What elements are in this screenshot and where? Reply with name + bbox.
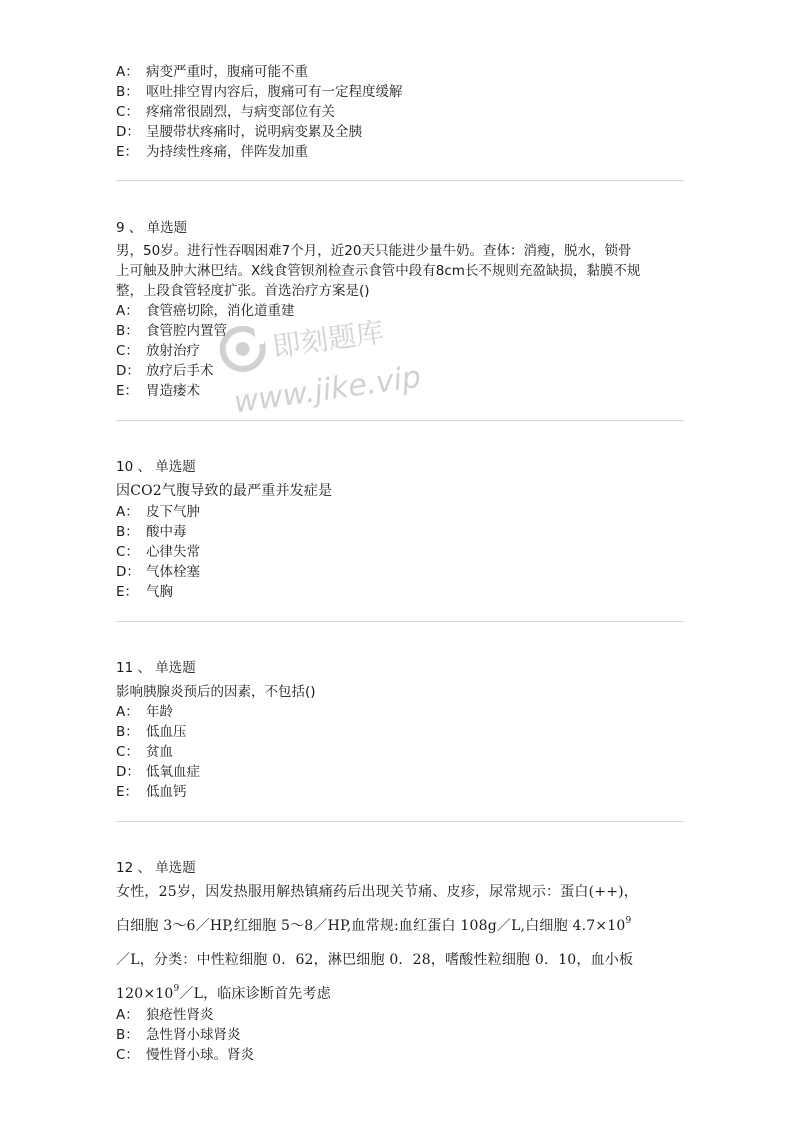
watermark-url: www.jike.vip [231, 359, 424, 420]
q12-header: 12 、 单选题 [116, 860, 196, 876]
q9-stem-line: 男，50岁。进行性吞咽困难7个月，近20天只能进少量牛奶。查体：消瘦，脱水，锁骨 [116, 243, 632, 259]
q9-option-c[interactable]: C： 放射治疗 [116, 343, 200, 359]
q8-option-a[interactable]: A： 病变严重时，腹痛可能不重 [116, 64, 308, 80]
q9-header: 9 、 单选题 [116, 220, 188, 236]
q12-option-b[interactable]: B： 急性肾小球肾炎 [116, 1027, 241, 1043]
divider [116, 821, 684, 822]
q12-stem-line: 女性，25岁，因发热服用解热镇痛药后出现关节痛、皮疹，尿常规示：蛋白(++)， [116, 884, 638, 900]
q10-stem: 因CO2气腹导致的最严重并发症是 [116, 483, 333, 499]
q8-option-e[interactable]: E： 为持续性疼痛，伴阵发加重 [116, 144, 308, 160]
divider [116, 621, 684, 622]
divider [116, 420, 684, 421]
q11-option-c[interactable]: C： 贫血 [116, 744, 173, 760]
q12-option-a[interactable]: A： 狼疮性肾炎 [116, 1007, 214, 1023]
q10-option-e[interactable]: E： 气胸 [116, 584, 173, 600]
q9-stem-line: 上可触及肿大淋巴结。X线食管钡剂检查示食管中段有8cm长不规则充盈缺损，黏膜不规 [116, 263, 641, 279]
q10-option-b[interactable]: B： 酸中毒 [116, 524, 187, 540]
q11-header: 11 、 单选题 [116, 660, 196, 676]
q11-option-a[interactable]: A： 年龄 [116, 704, 173, 720]
q8-option-d[interactable]: D： 呈腰带状疼痛时，说明病变累及全胰 [116, 124, 362, 140]
q10-option-c[interactable]: C： 心律失常 [116, 544, 200, 560]
q8-option-b[interactable]: B： 呕吐排空胃内容后，腹痛可有一定程度缓解 [116, 84, 403, 100]
q11-option-d[interactable]: D： 低氧血症 [116, 764, 200, 780]
q11-stem: 影响胰腺炎预后的因素，不包括() [116, 684, 316, 700]
q9-option-a[interactable]: A： 食管癌切除，消化道重建 [116, 303, 295, 319]
divider [116, 180, 684, 181]
q9-option-e[interactable]: E： 胃造瘘术 [116, 383, 200, 399]
q10-option-a[interactable]: A： 皮下气肿 [116, 504, 200, 520]
q12-option-c[interactable]: C： 慢性肾小球。肾炎 [116, 1047, 254, 1063]
q10-header: 10 、 单选题 [116, 459, 196, 475]
q12-stem-line: 白细胞 3～6／HP,红细胞 5～8／HP,血常规:血红蛋白 108g／L,白细胞 $4.7\times 10^9$ [116, 916, 632, 934]
q9-option-d[interactable]: D： 放疗后手术 [116, 363, 214, 379]
q9-stem-line: 整，上段食管轻度扩张。首选治疗方案是() [116, 283, 370, 299]
watermark-brand: 即刻题库 [270, 315, 386, 364]
q12-stem-line: $120\times 10^9/L$，临床诊断首先考虑 [116, 984, 331, 1002]
q8-option-c[interactable]: C： 疼痛常很剧烈，与病变部位有关 [116, 104, 335, 120]
q10-option-d[interactable]: D： 气体栓塞 [116, 564, 200, 580]
q9-option-b[interactable]: B： 食管腔内置管 [116, 323, 227, 339]
q11-option-e[interactable]: E： 低血钙 [116, 784, 187, 800]
q12-stem-line: ／L，分类：中性粒细胞 0．62，淋巴细胞 0．28，嗜酸性粒细胞 0．10，血小板 [116, 952, 634, 968]
q11-option-b[interactable]: B： 低血压 [116, 724, 187, 740]
